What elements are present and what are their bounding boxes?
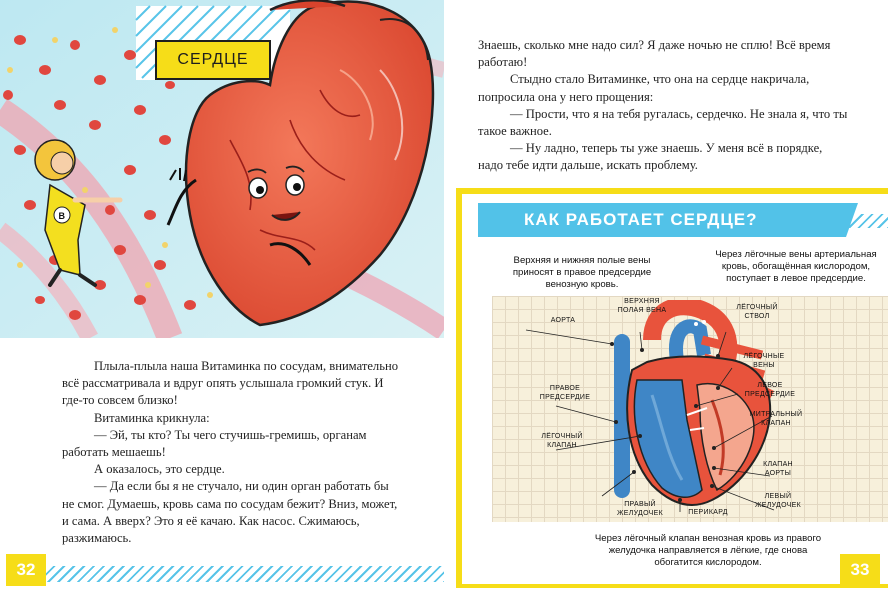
label-pulmonary-valve: ЛЁГОЧНЫЙ КЛАПАН <box>541 433 583 449</box>
label-right-atrium: ПРАВОЕ ПРЕДСЕРДИЕ <box>539 385 591 401</box>
story-paragraph: — Ну ладно, теперь ты уже знаешь. У меня всё в порядке, надо тебе идти дальше, искать проблему. <box>478 141 823 173</box>
label-right-ventricle: ПРАВЫЙ ЖЕЛУДОЧЕК <box>616 501 663 517</box>
label-pulmonary-veins: ЛЁГОЧНЫЕ ВЕНЫ <box>743 353 785 369</box>
label-pulmonary-trunk: ЛЁГОЧНЫЙ СТВОЛ <box>736 304 778 320</box>
page-number-right: 33 <box>840 554 880 586</box>
label-left-ventricle: ЛЕВЫЙ ЖЕЛУДОЧЕК <box>754 493 801 509</box>
caption-pulmonary-veins: Через лёгочные вены артериальная кровь, обогащённая кислородом, поступает в левое предсердие. <box>715 249 877 284</box>
info-box-title: КАК РАБОТАЕТ СЕРДЦЕ? <box>478 203 828 237</box>
story-paragraph: — Да если бы я не стучало, ни один орган работать бы не смог. Думаешь, кровь сама по сосудам бежит? Вниз, может, и сама. А вверх? Это я её качаю. Как насос. Сжимаюсь, разжимаюсь. <box>62 479 398 546</box>
footer-stripes <box>46 566 444 582</box>
right-page <box>444 0 888 592</box>
story-paragraph: А оказалось, это сердце. <box>94 462 225 477</box>
story-paragraph: — Прости, что я на тебя ругалась, сердечко. Не знала я, что ты такое важное. <box>478 106 848 139</box>
story-paragraph: Плыла-плыла наша Витаминка по сосудам, внимательно всё рассматривала и вдруг опять услышала громкий стук. И где-то совсем близко! <box>62 359 398 408</box>
label-mitral-valve: МИТРАЛЬНЫЙ КЛАПАН <box>749 411 803 427</box>
title-tab-shape <box>828 203 858 237</box>
caption-vena-cava: Верхняя и нижняя полые вены приносят в правое предсердие венозную кровь. <box>512 255 652 290</box>
story-paragraph: Стыдно стало Витаминке, что она на сердце накричала, попросила она у него прощения: <box>478 72 810 104</box>
story-paragraph: Знаешь, сколько мне надо сил? Я даже ночью не сплю! Всё время работаю! <box>478 38 831 70</box>
label-aorta: АОРТА <box>550 317 576 324</box>
label-aortic-valve: КЛАПАН АОРТЫ <box>763 461 793 477</box>
page-number-left: 32 <box>6 554 46 586</box>
right-story-text <box>478 37 848 175</box>
label-superior-vena-cava: ВЕРХНЯЯ ПОЛАЯ ВЕНА <box>617 298 667 314</box>
left-story-text <box>62 358 402 547</box>
section-title-heart: СЕРДЦЕ <box>155 40 271 80</box>
diagram-leader-lines <box>492 296 888 522</box>
caption-pulmonary-valve: Через лёгочный клапан венозная кровь из правого желудочка направляется в лёгкие, где снова обогатится кислородом. <box>594 533 822 568</box>
story-illustration <box>0 0 444 338</box>
story-paragraph: Витаминка крикнула: <box>94 410 210 425</box>
label-pericardium: ПЕРИКАРД <box>688 509 728 516</box>
label-left-atrium: ЛЕВОЕ ПРЕДСЕРДИЕ <box>744 382 796 398</box>
vitaminka-badge-letter: В <box>58 211 65 221</box>
story-paragraph: — Эй, ты кто? Ты чего стучишь-гремишь, органам работать мешаешь! <box>62 427 367 460</box>
